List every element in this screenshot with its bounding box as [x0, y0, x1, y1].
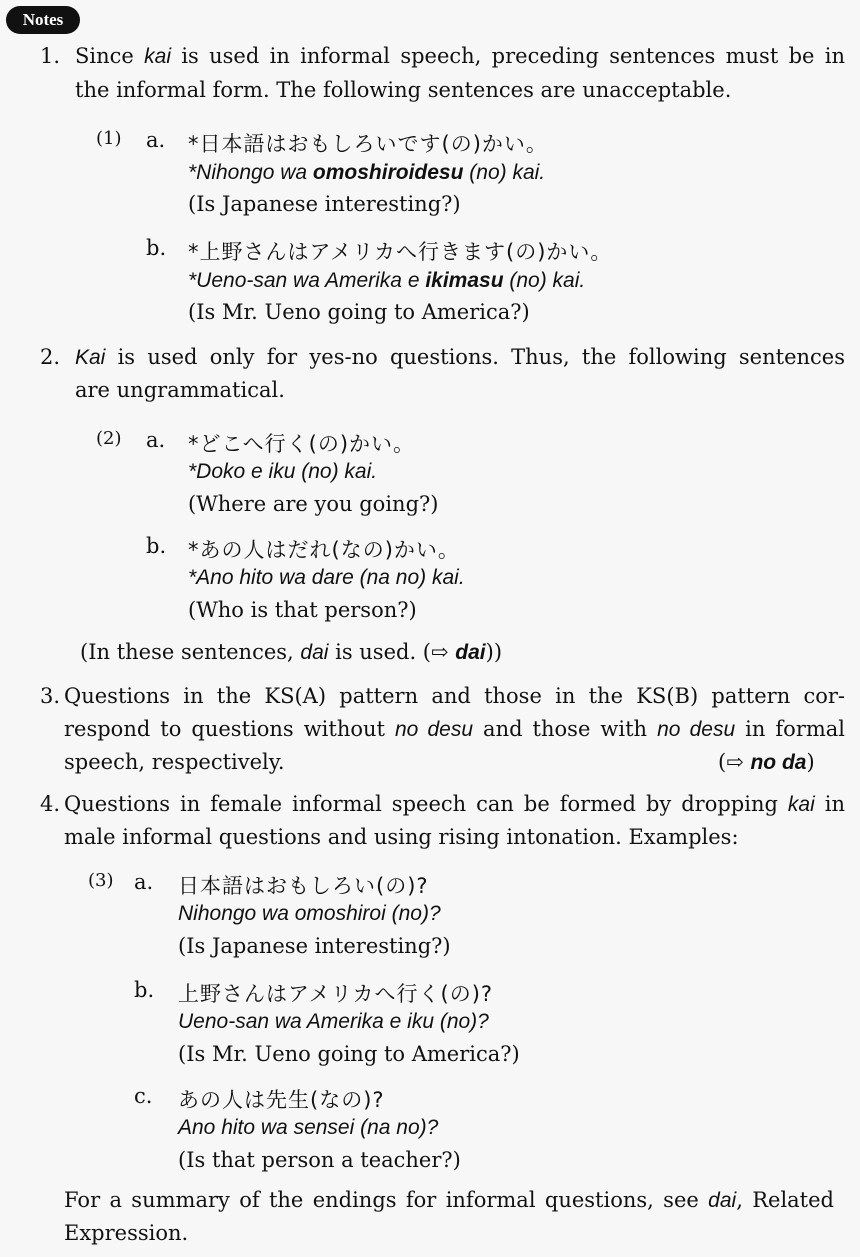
note-1-line-2: the informal form. The following sentences are unacceptable. — [75, 78, 732, 102]
note-2-crossref: (In these sentences, dai is used. (⇨ dai)) — [80, 640, 503, 664]
example-3b-letter: b. — [134, 978, 155, 1002]
example-1-label: (1) — [96, 128, 122, 149]
example-1b-romaji: *Ueno-san wa Amerika e ikimasu (no) kai. — [188, 269, 586, 292]
example-2-label: (2) — [96, 428, 122, 449]
note-3-line-2: respond to questions without no desu and those with no desu in formal — [64, 717, 846, 741]
example-2a-japanese: *どこへ行く(の)かい。 — [188, 432, 416, 456]
example-3b-romaji: Ueno-san wa Amerika e iku (no)? — [178, 1010, 489, 1033]
example-2b-japanese: *あの人はだれ(なの)かい。 — [188, 538, 460, 562]
example-2b-romaji: *Ano hito wa dare (na no) kai. — [188, 566, 465, 589]
example-2a-letter: a. — [146, 428, 166, 452]
example-1a-letter: a. — [146, 128, 166, 152]
note-4-line-1: Questions in female informal speech can be formed by dropping kai in — [64, 792, 845, 816]
example-2a-romaji: *Doko e iku (no) kai. — [188, 460, 378, 483]
example-3c-romaji: Ano hito wa sensei (na no)? — [178, 1116, 439, 1139]
example-1a-romaji: *Nihongo wa omoshiroidesu (no) kai. — [188, 161, 546, 184]
summary-line-1: For a summary of the endings for informal questions, see dai, Related — [64, 1188, 834, 1212]
example-3-label: (3) — [88, 870, 114, 891]
notes-badge: Notes — [6, 6, 80, 34]
note-4-line-2: male informal questions and using rising intonation. Examples: — [64, 825, 739, 849]
note-3-crossref: (⇨ no da) — [718, 750, 815, 774]
example-3c-japanese: あの人は先生(なの)? — [178, 1088, 385, 1112]
example-1b-english: (Is Mr. Ueno going to America?) — [188, 300, 530, 324]
note-2-line-2: are ungrammatical. — [75, 378, 285, 402]
note-2-number: 2. — [40, 345, 61, 369]
note-2-line-1: Kai is used only for yes-no questions. Thus, the following sentences — [75, 345, 845, 369]
example-2b-letter: b. — [146, 534, 167, 558]
note-1-number: 1. — [40, 44, 61, 68]
link-no-da[interactable]: no da — [750, 751, 807, 774]
example-3c-letter: c. — [134, 1084, 153, 1108]
example-3a-japanese: 日本語はおもしろい(の)? — [178, 874, 429, 898]
example-1b-letter: b. — [146, 236, 167, 260]
example-3a-english: (Is Japanese interesting?) — [178, 934, 451, 958]
example-2a-english: (Where are you going?) — [188, 492, 439, 516]
note-3-number: 3. — [40, 684, 61, 708]
note-4-number: 4. — [40, 792, 61, 816]
note-1-line-1: Since kai is used in informal speech, preceding sentences must be in — [75, 44, 845, 68]
note-3-line-3: speech, respectively. — [64, 750, 285, 774]
link-dai[interactable]: dai — [455, 641, 486, 664]
example-3a-romaji: Nihongo wa omoshiroi (no)? — [178, 902, 441, 925]
example-1a-japanese: *日本語はおもしろいです(の)かい。 — [188, 132, 548, 156]
example-3b-japanese: 上野さんはアメリカへ行く(の)? — [178, 982, 494, 1006]
example-3c-english: (Is that person a teacher?) — [178, 1148, 461, 1172]
example-3a-letter: a. — [134, 870, 154, 894]
example-1b-japanese: *上野さんはアメリカへ行きます(の)かい。 — [188, 240, 613, 264]
example-3b-english: (Is Mr. Ueno going to America?) — [178, 1042, 520, 1066]
note-3-line-1: Questions in the KS(A) pattern and those in the KS(B) pattern cor- — [64, 684, 845, 708]
example-2b-english: (Who is that person?) — [188, 598, 417, 622]
example-1a-english: (Is Japanese interesting?) — [188, 192, 461, 216]
summary-line-2: Expression. — [64, 1221, 189, 1245]
